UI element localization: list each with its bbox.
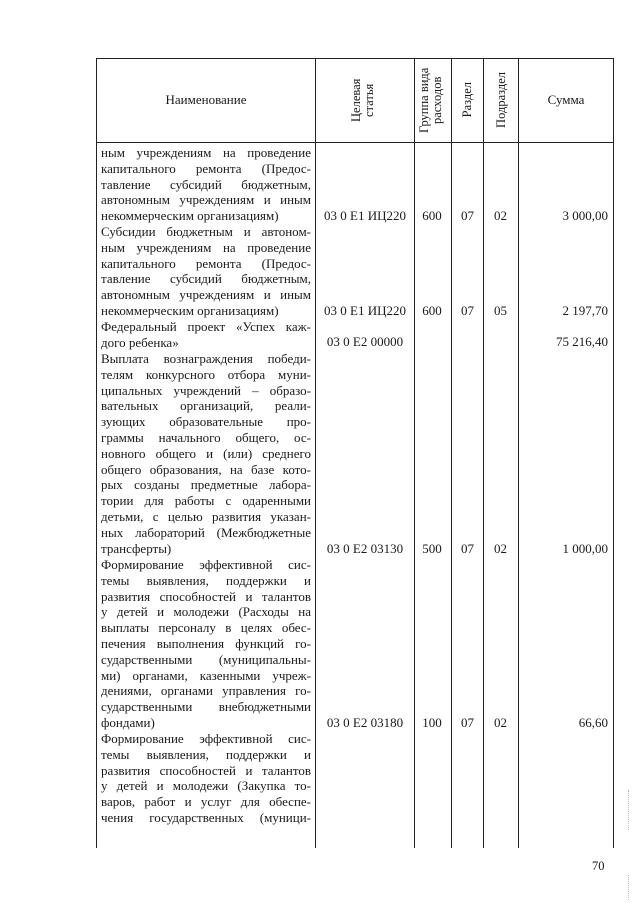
- header-name: Наименование: [165, 92, 247, 107]
- header-section: Раздел: [460, 82, 474, 118]
- col-border-name: [315, 58, 316, 848]
- row-subsection: 02: [494, 715, 507, 730]
- row-sum: 2 197,70: [562, 303, 608, 318]
- row-expense-group: 500: [422, 541, 442, 556]
- row-description: Формирование эффективной сис- темы выявления, поддержки и развития способностей и талантов у детей и молодежи (Закупка то- варов, работ и услуг для обеспе- чения государственных (муници-: [101, 731, 311, 825]
- row-section: 07: [461, 715, 474, 730]
- row-subsection: 05: [494, 303, 507, 318]
- row-expense-group: 600: [422, 208, 442, 223]
- header-expense-group: Группа вида расходов: [417, 67, 444, 133]
- header-expense-group-cell: [415, 58, 451, 142]
- row-description: Выплата вознаграждения победи- телям конкурсного отбора муни- ципальных учреждений – образо- вательных организаций, реали- зующих образовательные про- граммы начального общего, ос- новного общего и (или) среднего общего образования, на базе кото- рых созданы предметные лабора- тории для работы с одаренными детьми, с целью развития указан- ных лабораторий (Межбюджетные трансферты): [101, 351, 311, 556]
- row-expense-group: 100: [422, 715, 442, 730]
- row-section: 07: [461, 208, 474, 223]
- row-target-article: 03 0 E1 ИЦ220: [324, 208, 406, 223]
- header-target-article-cell: [316, 58, 414, 142]
- row-target-article: 03 0 E2 03180: [326, 715, 404, 730]
- scan-edge-mark: [628, 875, 630, 900]
- col-border-left: [96, 58, 97, 848]
- row-target-article: 03 0 E1 ИЦ220: [324, 303, 406, 318]
- col-border-subsection: [518, 58, 519, 848]
- row-description: Формирование эффективной сис- темы выявления, поддержки и развития способностей и талантов у детей и молодежи (Расходы на выплаты персоналу в целях обес- печения выполнения функций го- сударственными (муниципальны- ми) органами, казенными учреж- дениями, органами управления го- сударственными внебюджетными фондами): [101, 557, 311, 730]
- row-target-article: 03 0 E2 03130: [326, 541, 404, 556]
- header-sum: Сумма: [547, 92, 585, 107]
- header-subsection-cell: [484, 58, 518, 142]
- row-section: 07: [461, 541, 474, 556]
- row-expense-group: 600: [422, 303, 442, 318]
- page-number: 70: [592, 859, 605, 873]
- header-target-article: Целевая статья: [349, 78, 376, 122]
- row-target-article: 03 0 E2 00000: [326, 334, 404, 349]
- row-description: Субсидии бюджетным и автоном- ным учреждениям на проведение капитального ремонта (Предос- тавление субсидий бюджетным, автономным учреждениям и иным некоммерческим организациям): [101, 224, 311, 318]
- row-sum: 1 000,00: [562, 541, 608, 556]
- header-subsection: Подраздел: [493, 72, 508, 128]
- row-subsection: 02: [494, 208, 507, 223]
- row-sum: 3 000,00: [562, 208, 608, 223]
- header-bottom-border: [96, 142, 613, 143]
- row-subsection: 02: [494, 541, 507, 556]
- row-sum: 66,60: [578, 715, 608, 730]
- row-description: Федеральный проект «Успех каж- дого ребенка»: [101, 319, 311, 350]
- row-sum: 75 216,40: [556, 334, 608, 349]
- header-section-cell: [452, 58, 483, 142]
- col-border-right: [613, 58, 614, 848]
- row-description: ным учреждениям на проведение капитального ремонта (Предос- тавление субсидий бюджетным, автономным учреждениям и иным некоммерческим организациям): [101, 145, 311, 224]
- scan-edge-mark: [628, 790, 630, 830]
- row-section: 07: [461, 303, 474, 318]
